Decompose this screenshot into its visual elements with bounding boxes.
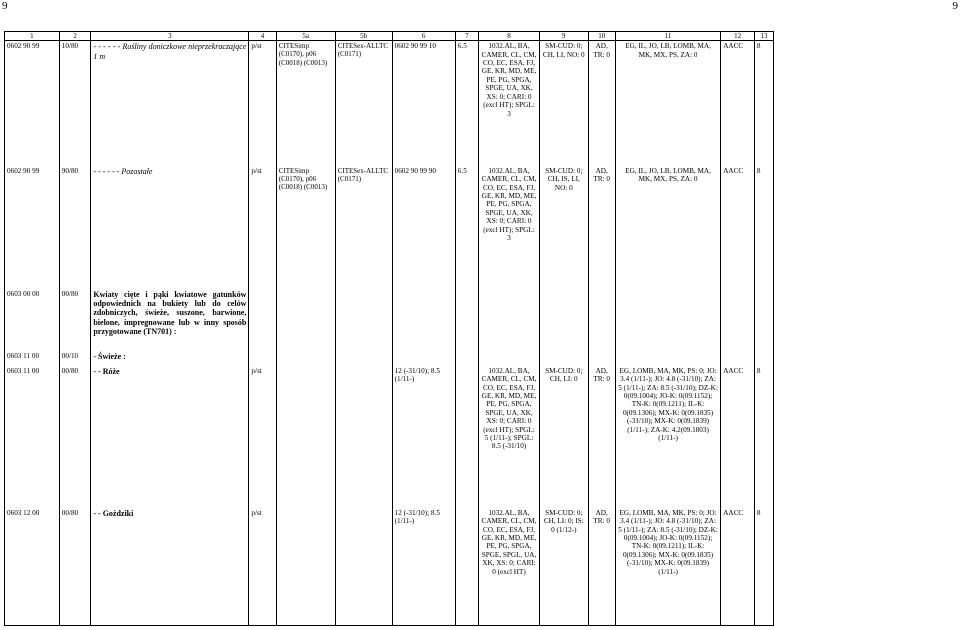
empty-cell — [540, 351, 588, 366]
goods-description: Kwiaty cięte i pąki kwiatowe gatunków odpowiednich na bukiety lub do celów zdobniczych, świeże, suszone, barwione, bielone, impregnowane lub w inny sposób przygotowane (TN701) : — [91, 289, 249, 351]
header-cell: 12 — [721, 32, 755, 41]
table-row — [5, 289, 774, 351]
nomenclature-code: 12 (-31/10); 8.5 (1/11-) — [392, 508, 455, 626]
preferential-rates-4: EG, LOMB, MA, MK, PS: 0; JO: 3.4 (1/11-); JO: 4.8 (-31/10); ZA: 5 (1/11-); ZA: 8.5 (-31/10); DZ-K: 0(09.1004); JO-K: 0(09.1152); TN-K: 0(09.1211); IL-K: 0(09.1306); MX-K: 0(09.1835) (-31/10); MX-K: 0(09.1839) (1/11-); ZA-K: 4.2(09.1803) (1/11-) — [615, 366, 720, 508]
empty-cell — [335, 289, 392, 351]
empty-cell — [276, 366, 335, 508]
empty-cell — [754, 351, 773, 366]
unit: p/st — [249, 41, 276, 166]
goods-description: - - Róże — [91, 366, 249, 508]
export-conditions: CITESex-ALLTC (C0171) — [335, 166, 392, 289]
header-cell: 9 — [540, 32, 588, 41]
tariff-table — [4, 31, 774, 626]
preferential-rates: 1032.AL, BA, CAMER, CL, CM, CO, EC, ESA, FJ, GE, KR, MD, ME, PE, PG, SPGA, SPGE, SPGL, UA, XK, XS: 0; CARI: 0 (excl HT) — [478, 508, 539, 626]
cn-code: 0602 90 99 — [5, 41, 60, 166]
empty-cell — [276, 508, 335, 626]
preferential-rates-2: SM-CUD: 0; CH, LI, NO: 0 — [540, 41, 588, 166]
vat-rate: 8 — [754, 508, 773, 626]
cn-code: 0602 90 99 — [5, 166, 60, 289]
cn-code: 0603 00 00 — [5, 289, 60, 351]
empty-cell — [335, 366, 392, 508]
import-conditions: CITESimp (C0170), p06 (C0018) (C0013) — [276, 166, 335, 289]
import-conditions: CITESimp (C0170), p06 (C0018) (C0013) — [276, 41, 335, 166]
table-row — [5, 41, 774, 166]
nomenclature-code: 0602 90 99 90 — [392, 166, 455, 289]
empty-cell — [478, 351, 539, 366]
empty-cell — [249, 351, 276, 366]
preferential-rates-2: SM-CUD: 0; CH, LI: 0; IS: 0 (1/12-) — [540, 508, 588, 626]
unit — [249, 289, 276, 351]
preferential-rates-4: EG, IL, JO, LB, LOMB, MA, MK, MX, PS, ZA: 0 — [615, 166, 720, 289]
taric-suffix: 00/80 — [59, 366, 91, 508]
empty-cell — [721, 351, 755, 366]
preferential-rates-4: EG, LOMB, MA, MK, PS: 0; JO: 3.4 (1/11-); JO: 4.8 (-31/10); ZA: 5 (1/11-); ZA: 8.5 (-31/10); DZ-K: 0(09.1004); JO-K: 0(09.1152); TN-K: 0(09.1211); IL-K: 0(09.1306); MX-K: 0(09.1835) (-31/10); MX-K: 0(09.1839) (1/11-) — [615, 508, 720, 626]
preferential-rates-4: EG, IL, JO, LB, LOMB, MA, MK, MX, PS, ZA: 0 — [615, 41, 720, 166]
header-cell: 1 — [5, 32, 60, 41]
empty-cell — [588, 351, 615, 366]
nomenclature-code: 12 (-31/10); 8.5 (1/11-) — [392, 366, 455, 508]
aacc-code: AACC — [721, 41, 755, 166]
cn-code: 0603 12 00 — [5, 508, 60, 626]
empty-cell — [455, 366, 478, 508]
empty-cell — [478, 289, 539, 351]
taric-suffix: 10/80 — [59, 41, 91, 166]
empty-cell — [455, 508, 478, 626]
empty-cell — [455, 351, 478, 366]
preferential-rates-2: SM-CUD: 0; CH, LI: 0 — [540, 366, 588, 508]
table-row — [5, 351, 774, 366]
vat-rate: 8 — [754, 41, 773, 166]
goods-description: - - - - - - Rośliny doniczkowe nieprzekraczające 1 m — [91, 41, 249, 166]
table-row — [5, 366, 774, 508]
header-cell: 13 — [754, 32, 773, 41]
taric-suffix: 00/80 — [59, 508, 91, 626]
empty-cell — [335, 351, 392, 366]
empty-cell — [588, 289, 615, 351]
preferential-rates-3: AD, TR: 0 — [588, 166, 615, 289]
goods-description: - - - - - - Pozostałe — [91, 166, 249, 289]
aacc-code: AACC — [721, 508, 755, 626]
empty-cell — [754, 289, 773, 351]
header-cell: 5a — [276, 32, 335, 41]
preferential-rates: 1032.AL, BA, CAMER, CL, CM, CO, EC, ESA, FJ, GE, KR, MD, ME, PE, PG, SPGA, SPGE, UA, XK, XS: 0; CARI: 0 (excl HT); SPGL: 3 — [478, 166, 539, 289]
nomenclature-code: 0602 90 99 10 — [392, 41, 455, 166]
header-cell: 8 — [478, 32, 539, 41]
empty-cell — [276, 289, 335, 351]
table-header-row — [5, 32, 774, 41]
preferential-rates: 1032.AL, BA, CAMER, CL, CM, CO, EC, ESA, FJ, GE, KR, MD, ME, PE, PG, SPGA, SPGE, UA, XK, XS: 0; CARI: 0 (excl HT); SPGL: 5 (1/11-); SPGL: 8.5 (-31/10) — [478, 366, 539, 508]
empty-cell — [335, 508, 392, 626]
aacc-code: AACC — [721, 166, 755, 289]
taric-suffix: 00/80 — [59, 289, 91, 351]
preferential-rates-2: SM-CUD: 0; CH, IS, LI, NO: 0 — [540, 166, 588, 289]
empty-cell — [540, 289, 588, 351]
duty-rate: 6.5 — [455, 166, 478, 289]
page-number-right: 9 — [952, 0, 958, 12]
duty-rate: 6.5 — [455, 41, 478, 166]
header-cell: 10 — [588, 32, 615, 41]
header-cell: 3 — [91, 32, 249, 41]
taric-suffix: 00/10 — [59, 351, 91, 366]
empty-cell — [615, 289, 720, 351]
empty-cell — [392, 351, 455, 366]
unit: p/st — [249, 366, 276, 508]
page-number-left: 9 — [2, 0, 8, 12]
unit: p/st — [249, 508, 276, 626]
empty-cell — [276, 351, 335, 366]
header-cell: 11 — [615, 32, 720, 41]
preferential-rates-3: AD, TR: 0 — [588, 366, 615, 508]
header-cell: 6 — [392, 32, 455, 41]
header-cell: 2 — [59, 32, 91, 41]
table-row — [5, 508, 774, 626]
header-cell: 4 — [249, 32, 276, 41]
table-row — [5, 166, 774, 289]
empty-cell — [392, 289, 455, 351]
cn-code: 0603 11 00 — [5, 351, 60, 366]
header-cell: 5b — [335, 32, 392, 41]
empty-cell — [721, 289, 755, 351]
vat-rate: 8 — [754, 166, 773, 289]
empty-cell — [455, 289, 478, 351]
goods-description: - Świeże : — [91, 351, 249, 366]
cn-code: 0603 11 00 — [5, 366, 60, 508]
aacc-code: AACC — [721, 366, 755, 508]
preferential-rates-3: AD, TR: 0 — [588, 508, 615, 626]
export-conditions: CITESex-ALLTC (C0171) — [335, 41, 392, 166]
header-cell: 7 — [455, 32, 478, 41]
unit: p/st — [249, 166, 276, 289]
taric-suffix: 90/80 — [59, 166, 91, 289]
vat-rate: 8 — [754, 366, 773, 508]
goods-description: - - Goździki — [91, 508, 249, 626]
preferential-rates: 1032.AL, BA, CAMER, CL, CM, CO, EC, ESA, FJ, GE, KR, MD, ME, PE, PG, SPGA, SPGE, UA, XK, XS: 0; CARI: 0 (excl HT); SPGL: 3 — [478, 41, 539, 166]
preferential-rates-3: AD, TR: 0 — [588, 41, 615, 166]
empty-cell — [615, 351, 720, 366]
